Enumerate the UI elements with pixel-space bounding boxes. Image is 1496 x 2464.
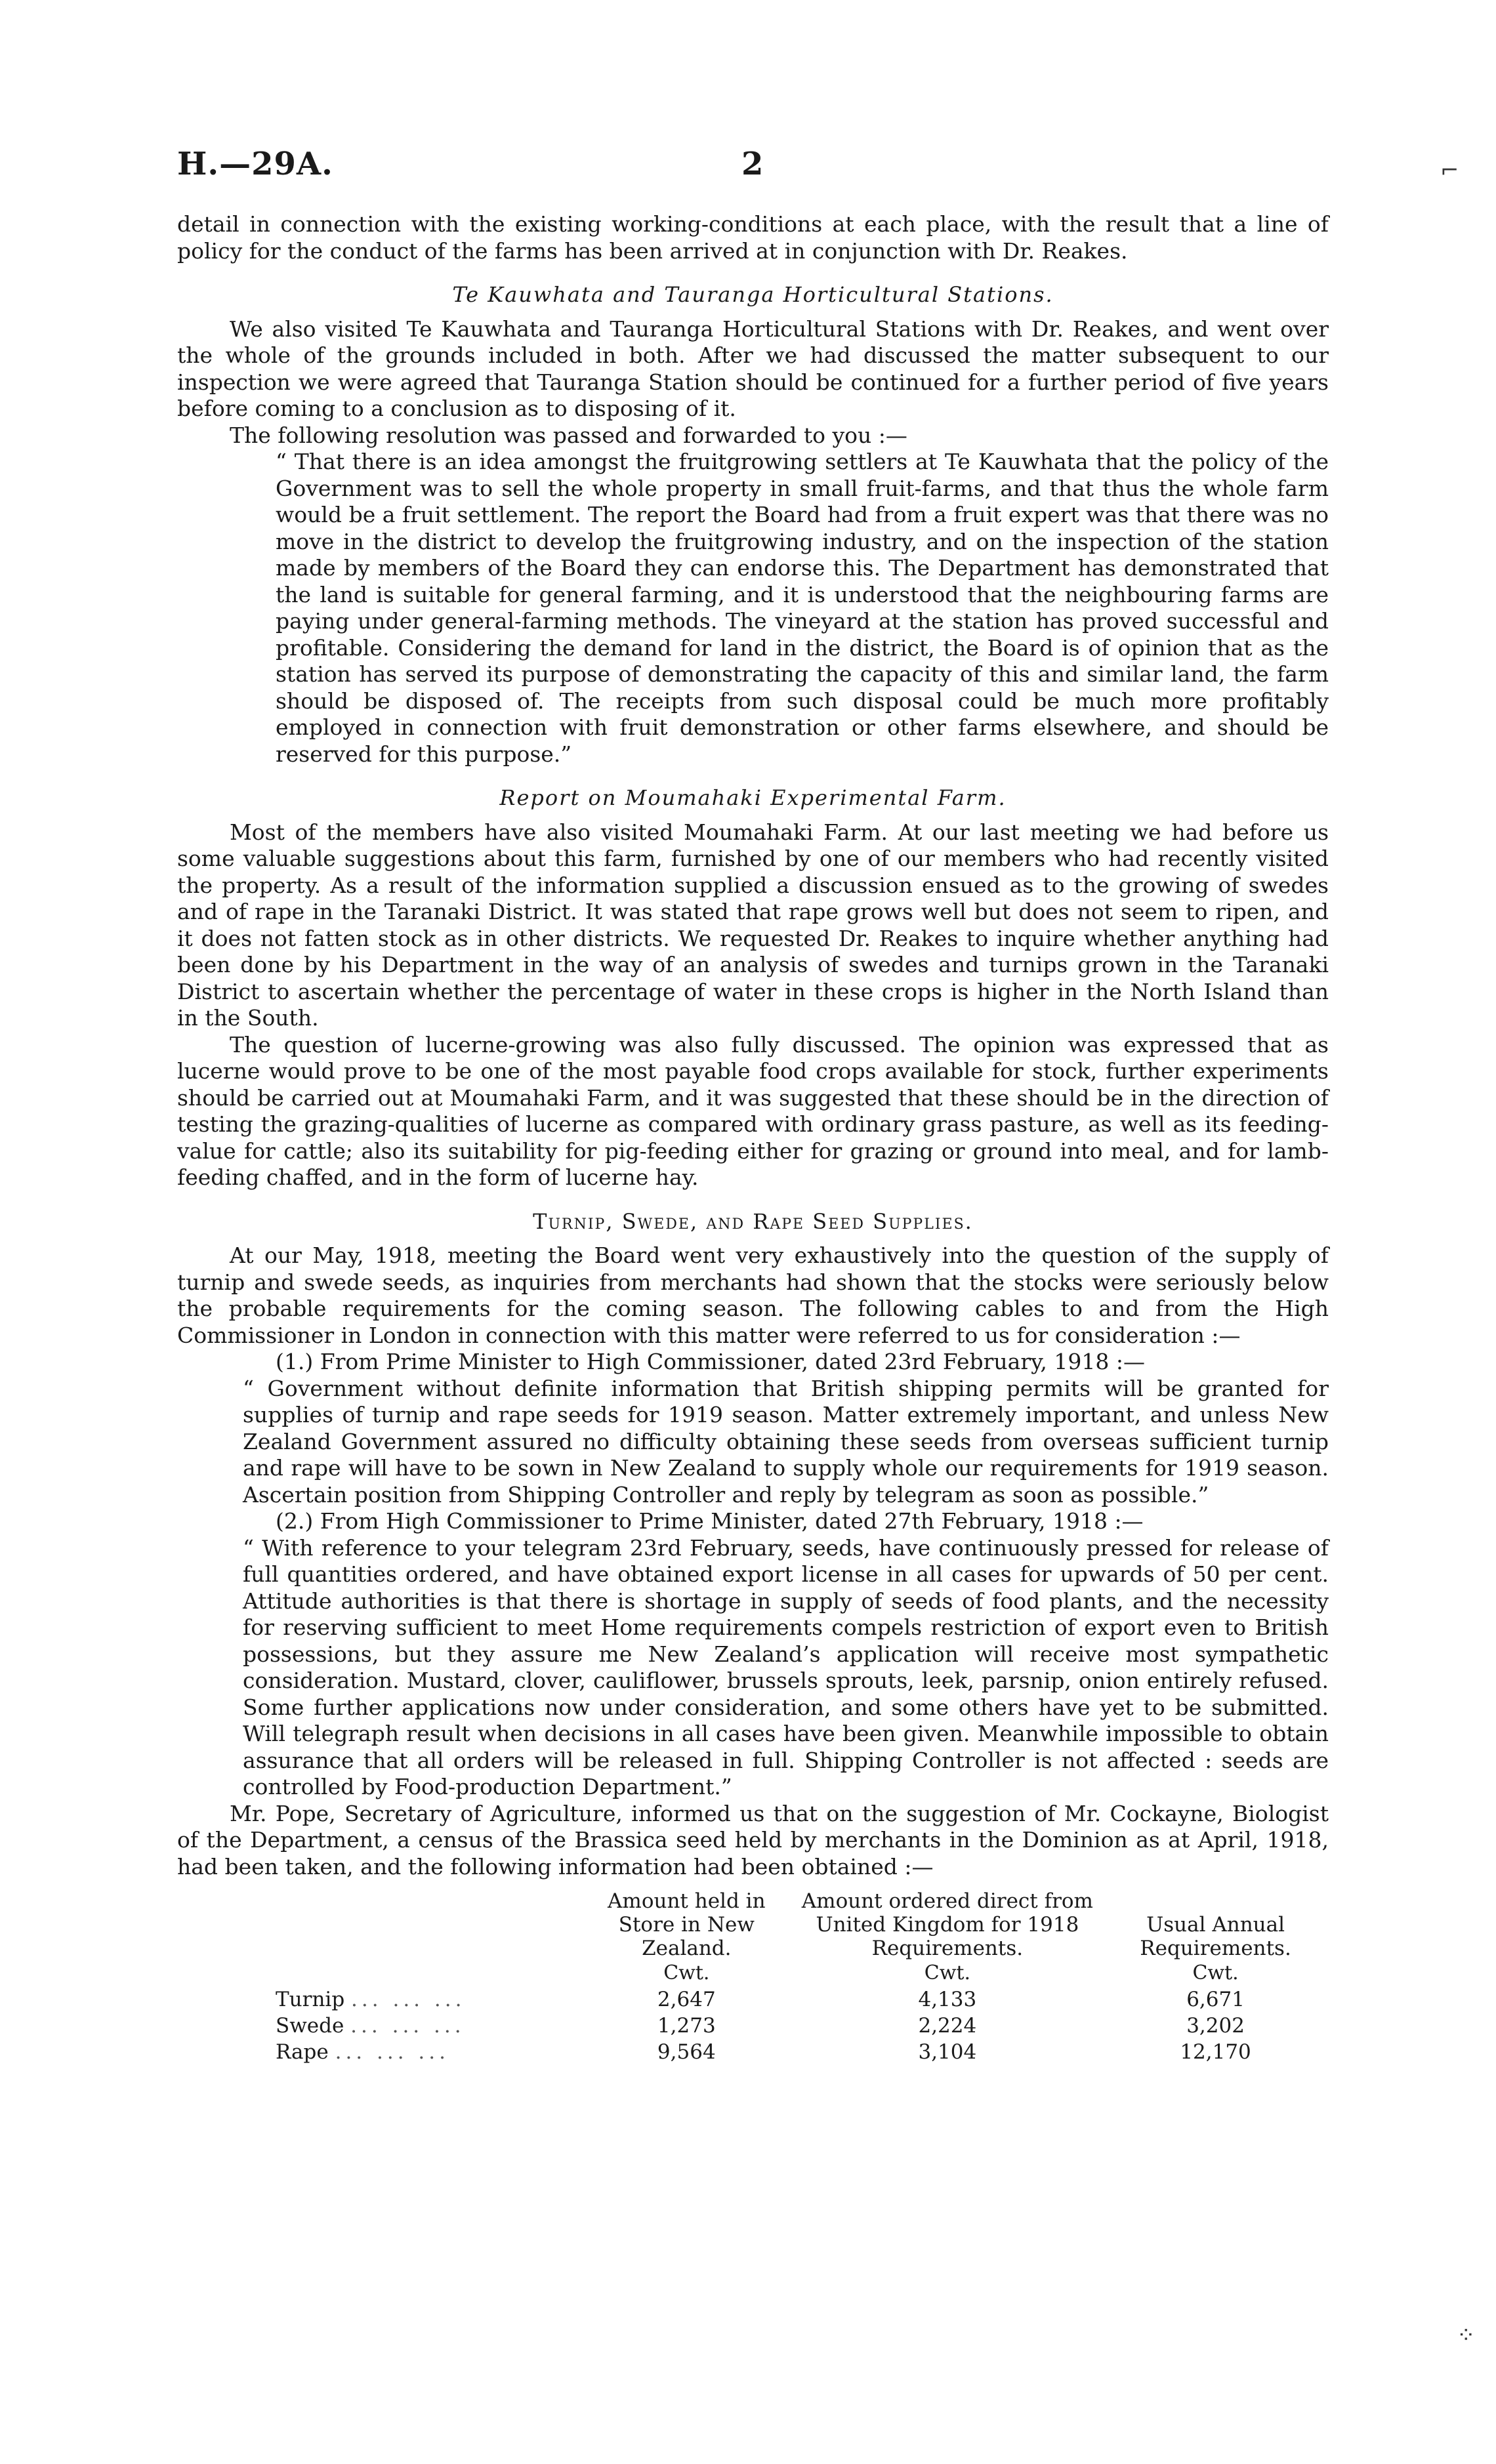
paragraph: We also visited Te Kauwhata and Tauranga Horticultural Stations with Dr. Reakes, and went over the whole of the grounds included in both. After we had discussed the matter subsequent to our inspection we were agreed that Tauranga Station should be continued for a further period of five years before coming to a conclusion as to disposing of it.: [177, 316, 1329, 421]
cell-held: 1,273: [657, 2014, 716, 2038]
unit-row: [269, 1960, 1319, 1986]
dot-leader: ... ... ...: [350, 2014, 465, 2038]
margin-mark-icon: ⌐: [1440, 157, 1459, 184]
unit-label: Cwt.: [1192, 1961, 1239, 1984]
section-heading: Te Kauwhata and Tauranga Horticultural Stations.: [452, 282, 1054, 307]
cable-heading: (2.) From High Commissioner to Prime Minister, dated 27th February, 1918 :—: [276, 1508, 1144, 1534]
page-header: [177, 146, 1332, 192]
unit-label: Cwt.: [663, 1961, 710, 1984]
cell-ordered: 3,104: [918, 2040, 977, 2064]
table-row: [269, 2013, 1319, 2039]
document-reference: H.—29A.: [177, 146, 333, 182]
margin-mark-icon: ⁘: [1457, 2322, 1476, 2349]
column-header: Amount ordered direct from United Kingdom for 1918 Requirements.: [801, 1889, 1093, 1960]
cable-text: “ With reference to your telegram 23rd February, seeds, have continuously pressed for release of full quantities ordered, and have obtained export license in all cases for upwards of 50 per cent. Attitude authorities is that there is shortage in supply of seeds of food plants, and the necessity for reserving sufficient to meet Home requirements compels restriction of export even to British possessions, but they assure me New Zealand’s application will receive most sympathetic consideration. Mustard, clover, cauliflower, brussels sprouts, leek, parsnip, onion entirely refused. Some further applications now under consideration, and some others have yet to be submitted. Will telegraph result when decisions in all cases have been given. Meanwhile impossible to obtain assurance that all orders will be released in full. Shipping Controller is not affected : seeds are controlled by Food-production Department.”: [243, 1534, 1329, 1799]
paragraph: Most of the members have also visited Moumahaki Farm. At our last meeting we had before us some valuable suggestions about this farm, furnished by one of our members who had recently visited the property. As a result of the information supplied a discussion ensued as to the growing of swedes and of rape in the Taranaki District. It was stated that rape grows well but does not seem to ripen, and it does not fatten stock as in other districts. We requested Dr. Reakes to inquire whether anything had been done by his Department in the way of an analysis of swedes and turnips grown in the Taranaki District to ascertain whether the percentage of water in these crops is higher in the North Island than in the South.: [177, 819, 1329, 1031]
section-heading: Turnip, Swede, and Rape Seed Supplies.: [533, 1208, 973, 1234]
row-label: Turnip: [276, 1988, 345, 2011]
resolution-quote: “ That there is an idea amongst the fruitgrowing settlers at Te Kauwhata that the policy of the Government was to sell the whole property in small fruit-farms, and that thus the whole farm would be a fruit settlement. The report the Board had from a fruit expert was that there was no move in the district to develop the fruitgrowing industry, and on the inspection of the station made by members of the Board they can endorse this. The Department has demonstrated that the land is suitable for general farming, and it is understood that the neighbouring farms are paying under general-farming methods. The vineyard at the station has proved successful and profitable. Considering the demand for land in the district, the Board is of opinion that as the station has served its purpose of demonstrating the capacity of this and similar land, the farm should be disposed of. The receipts from such disposal could be much more profitably employed in connection with fruit demonstration or other farms elsewhere, and should be reserved for this purpose.”: [276, 449, 1329, 767]
unit-label: Cwt.: [924, 1961, 970, 1984]
cell-ordered: 4,133: [918, 1988, 977, 2011]
paragraph: At our May, 1918, meeting the Board went very exhaustively into the question of the supply of turnip and swede seeds, as inquiries from merchants had shown that the stocks were seriously below the probable requirements for the coming season. The following cables to and from the High Commissioner in London in connection with this matter were referred to us for consideration :—: [177, 1242, 1329, 1348]
paragraph: The question of lucerne-growing was also fully discussed. The opinion was expressed that as lucerne would prove to be one of the most payable food crops available for stock, further experiments should be carried out at Moumahaki Farm, and it was suggested that these should be in the direction of testing the grazing-qualities of lucerne as compared with ordinary grass pasture, as well as its feeding-value for cattle; also its suitability for pig-feeding either for grazing or ground into meal, and for lamb-feeding chaffed, and in the form of lucerne hay.: [177, 1031, 1329, 1190]
cell-usual: 6,671: [1186, 1988, 1245, 2011]
cell-usual: 12,170: [1180, 2040, 1251, 2064]
table-header-row: [269, 1889, 1319, 1960]
cell-ordered: 2,224: [918, 2014, 977, 2038]
cable-heading: (1.) From Prime Minister to High Commissioner, dated 23rd February, 1918 :—: [276, 1349, 1145, 1374]
cable-text: “ Government without definite information that British shipping permits will be granted for supplies of turnip and rape seeds for 1919 season. Matter extremely important, and unless New Zealand Government assured no difficulty obtaining these seeds from overseas sufficient turnip and rape will have to be sown in New Zealand to supply whole our requirements for 1919 season. Ascertain position from Shipping Controller and reply by telegram as soon as possible.”: [243, 1375, 1329, 1508]
dot-leader: ... ... ...: [335, 2040, 449, 2064]
cell-held: 2,647: [657, 1988, 716, 2011]
section-heading: Report on Moumahaki Experimental Farm.: [499, 785, 1007, 810]
document-body: [177, 211, 1329, 2065]
row-label: Swede: [276, 2014, 344, 2038]
paragraph: The following resolution was passed and forwarded to you :—: [230, 422, 907, 448]
cell-usual: 3,202: [1186, 2014, 1245, 2038]
column-header: Usual Annual Requirements.: [1140, 1913, 1291, 1960]
seed-census-table: [269, 1889, 1319, 2065]
table-row: [269, 2039, 1319, 2065]
dot-leader: ... ... ...: [351, 1988, 466, 2011]
cell-held: 9,564: [657, 2040, 716, 2064]
row-label: Rape: [276, 2040, 329, 2064]
intro-paragraph: detail in connection with the existing working-conditions at each place, with the result that a line of policy for the conduct of the farms has been arrived at in conjunction with Dr. Reakes.: [177, 211, 1329, 264]
page-number: 2: [741, 146, 764, 182]
table-row: [269, 1986, 1319, 2013]
column-header: Amount held in Store in New Zealand.: [608, 1889, 766, 1960]
paragraph: Mr. Pope, Secretary of Agriculture, informed us that on the suggestion of Mr. Cockayne, Biologist of the Department, a census of the Brassica seed held by merchants in the Dominion as at April, 1918, had been taken, and the following information had been obtained :—: [177, 1800, 1329, 1879]
